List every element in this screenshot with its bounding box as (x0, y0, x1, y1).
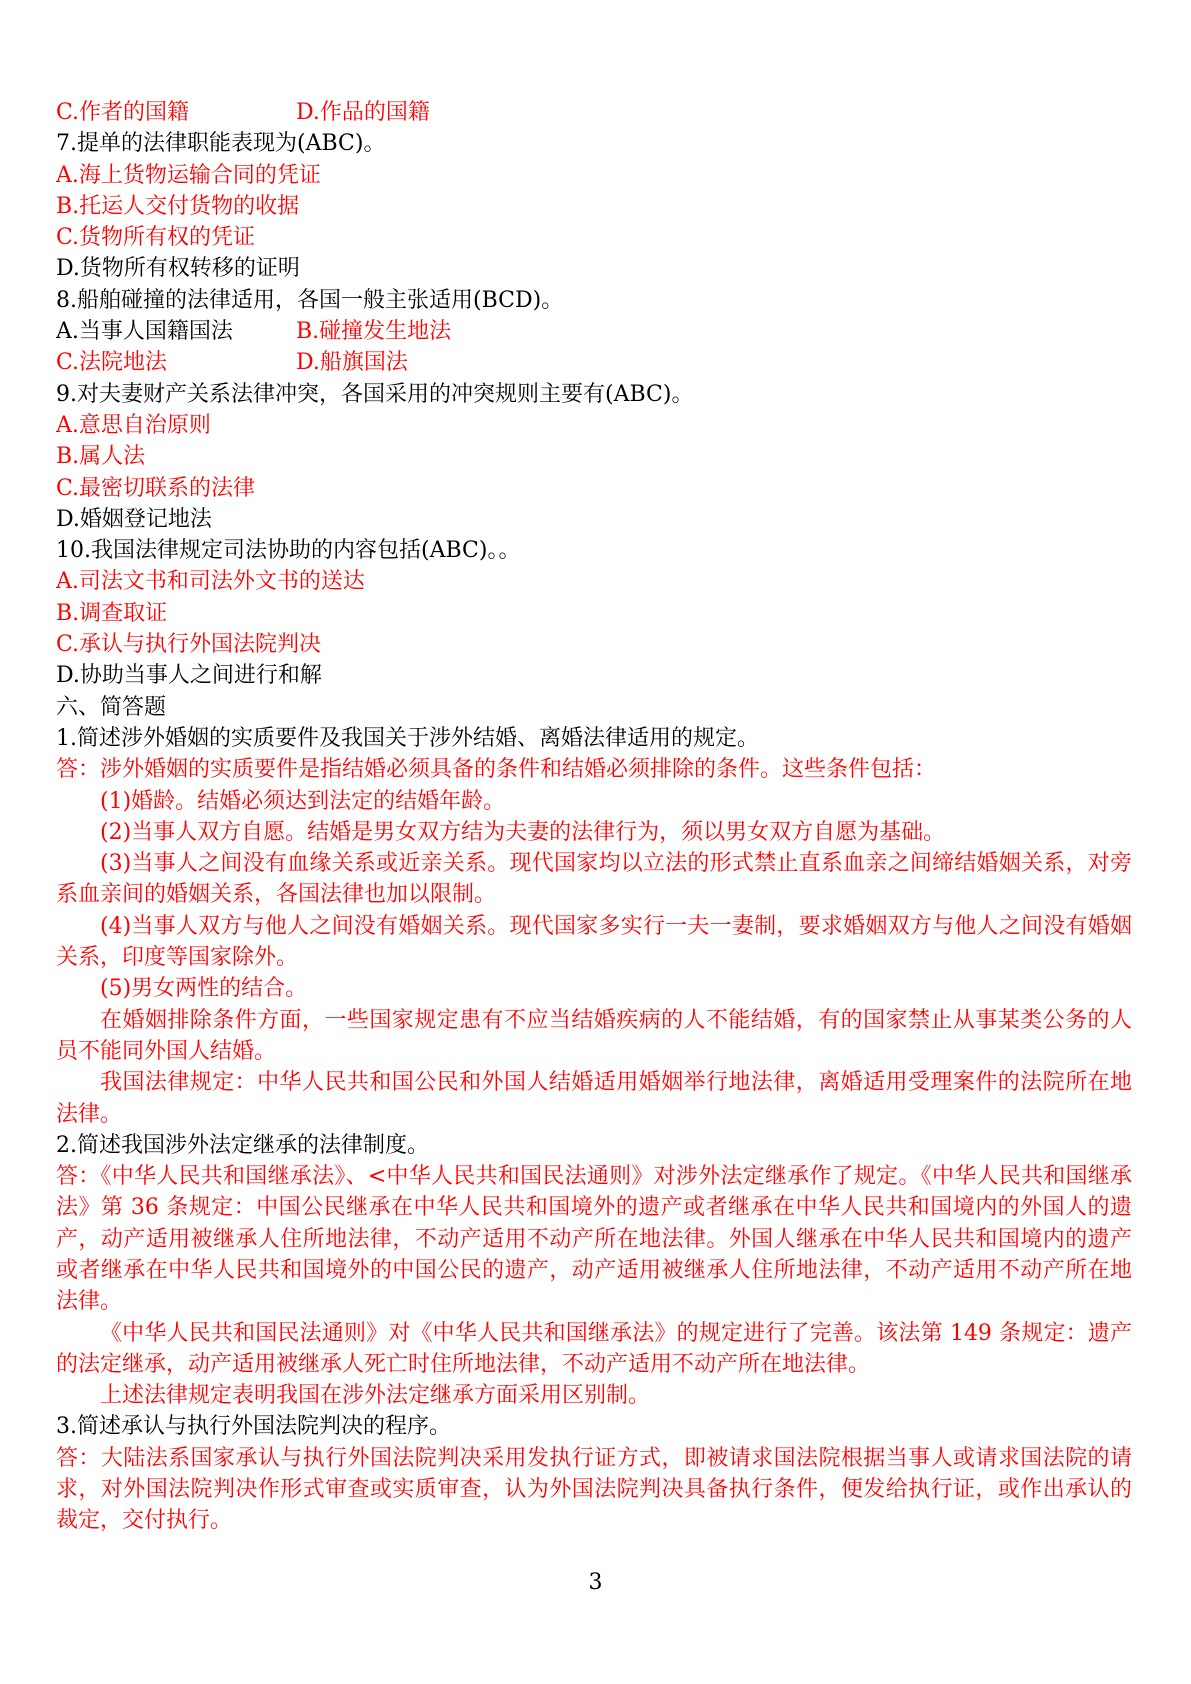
sq1-point-5: (5)男女两性的结合。 (100, 976, 308, 1002)
document-page (56, 97, 1132, 1537)
q7-option-c: C.货物所有权的凭证 (56, 225, 256, 251)
q9-option-d: D.婚姻登记地法 (56, 506, 212, 532)
sq2-paragraph-3: 上述法律规定表明我国在涉外法定继承方面采用区别制。 (100, 1383, 651, 1409)
sq1-exclusion-paragraph: 在婚姻排除条件方面，一些国家规定患有不应当结婚疾病的人不能结婚，有的国家禁止从事某类公务的人员不能同外国人结婚。 (56, 1007, 1132, 1064)
sq2-answer: 答：《中华人民共和国继承法》、<中华人民共和国民法通则》对涉外法定继承作了规定。《中华人民共和国继承法》第 36 条规定：中国公民继承在中华人民共和国境外的遗产或者继承在中华人民共和国境内的外国人的遗产，动产适用被继承人住所地法律，不动产适用不动产所在地法律。外国人继承在中华人民共和国境内的遗产或者继承在中华人民共和国境外的中国公民的遗产，动产适用被继承人住所地法律，不动产适用不动产所在地法律。 (56, 1164, 1132, 1315)
q6-option-d: D.作品的国籍 (296, 100, 430, 125)
sq1-question: 1.简述涉外婚姻的实质要件及我国关于涉外结婚、离婚法律适用的规定。 (56, 725, 759, 751)
q8-question: 8.船舶碰撞的法律适用，各国一般主张适用(BCD)。 (56, 287, 564, 313)
q8-option-b: B.碰撞发生地法 (296, 319, 452, 345)
sq1-point-2: (2)当事人双方自愿。结婚是男女双方结为夫妻的法律行为，须以男女双方自愿为基础。 (100, 819, 946, 845)
q9-question: 9.对夫妻财产关系法律冲突，各国采用的冲突规则主要有(ABC)。 (56, 381, 694, 407)
sq1-point-1: (1)婚龄。结婚必须达到法定的结婚年龄。 (100, 788, 506, 814)
page-number: 3 (588, 1570, 603, 1595)
q9-option-b: B.属人法 (56, 444, 146, 470)
q7-option-b: B.托运人交付货物的收据 (56, 193, 300, 219)
q8-options-row-1 (56, 316, 1132, 347)
sq2-paragraph-2: 《中华人民共和国民法通则》对《中华人民共和国继承法》的规定进行了完善。该法第 149 条规定：遗产的法定继承，动产适用被继承人死亡时住所地法律，不动产适用不动产所在地法律。 (56, 1320, 1132, 1377)
q10-option-d: D.协助当事人之间进行和解 (56, 663, 322, 689)
q8-option-d: D.船旗国法 (296, 350, 408, 376)
sq3-answer: 答：大陆法系国家承认与执行外国法院判决采用发执行证方式，即被请求国法院根据当事人或请求国法院的请求，对外国法院判决作形式审查或实质审查，认为外国法院判决具备执行条件，便发给执行证，或作出承认的裁定，交付执行。 (56, 1445, 1132, 1534)
q10-option-c: C.承认与执行外国法院判决 (56, 632, 322, 658)
q6-option-c: C.作者的国籍 (56, 100, 190, 125)
sq1-answer-intro: 答：涉外婚姻的实质要件是指结婚必须具备的条件和结婚必须排除的条件。这些条件包括： (56, 757, 937, 783)
q8-option-a: A.当事人国籍国法 (56, 319, 233, 345)
q8-option-c: C.法院地法 (56, 350, 168, 376)
q10-option-a: A.司法文书和司法外文书的送达 (56, 569, 365, 595)
q8-options-row-2 (56, 347, 1132, 378)
section-heading: 六、简答题 (56, 694, 167, 720)
sq1-china-law-paragraph: 我国法律规定：中华人民共和国公民和外国人结婚适用婚姻举行地法律，离婚适用受理案件的法院所在地法律。 (56, 1070, 1132, 1127)
q7-option-a: A.海上货物运输合同的凭证 (56, 162, 321, 188)
q7-question: 7.提单的法律职能表现为(ABC)。 (56, 131, 386, 157)
q10-option-b: B.调查取证 (56, 600, 168, 626)
q9-option-c: C.最密切联系的法律 (56, 475, 256, 501)
q7-option-d: D.货物所有权转移的证明 (56, 256, 300, 282)
q9-option-a: A.意思自治原则 (56, 412, 211, 438)
sq3-question: 3.简述承认与执行外国法院判决的程序。 (56, 1414, 451, 1440)
sq2-question: 2.简述我国涉外法定继承的法律制度。 (56, 1132, 429, 1158)
q6-options-row (56, 97, 1132, 128)
sq1-point-3: (3)当事人之间没有血缘关系或近亲关系。现代国家均以立法的形式禁止直系血亲之间缔结婚姻关系，对旁系血亲间的婚姻关系，各国法律也加以限制。 (56, 851, 1132, 908)
q10-question: 10.我国法律规定司法协助的内容包括(ABC)。。 (56, 538, 521, 564)
sq1-point-4: (4)当事人双方与他人之间没有婚姻关系。现代国家多实行一夫一妻制，要求婚姻双方与他人之间没有婚姻关系，印度等国家除外。 (56, 913, 1132, 971)
